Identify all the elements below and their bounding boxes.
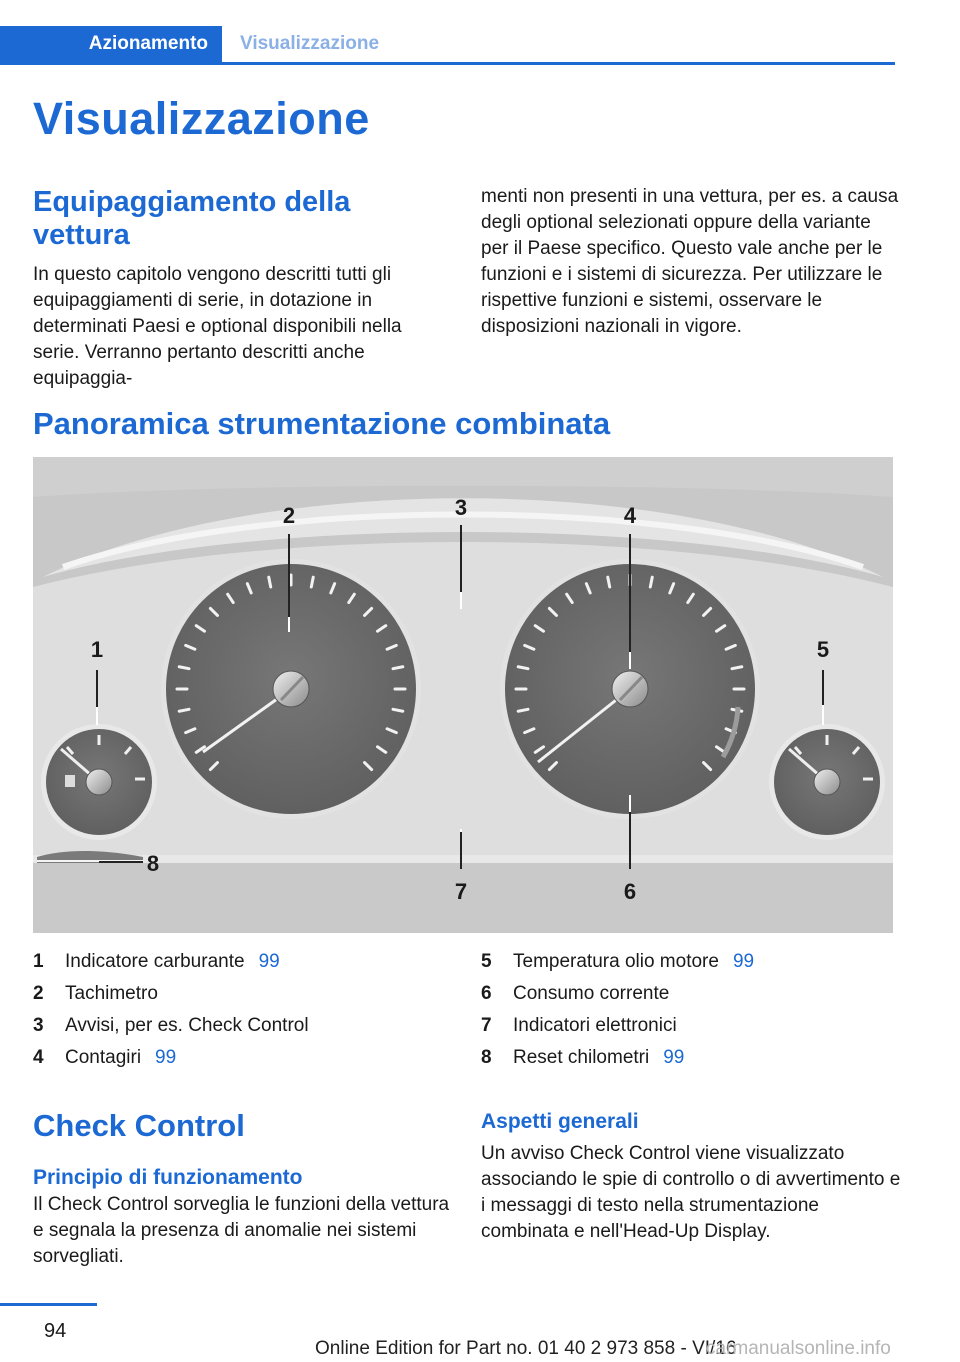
- heading-check-control: Check Control: [33, 1108, 245, 1143]
- speedometer-gauge: [161, 559, 421, 819]
- gauge-tick: [311, 577, 313, 587]
- legend-number: 7: [481, 1015, 492, 1036]
- legend-item: [33, 1010, 309, 1042]
- heading-equipaggiamento: Equipaggiamento della vettura: [33, 186, 351, 251]
- paragraph-equipaggiamento-left: In questo capitolo vengono descritti tutti gli equipaggiamenti di serie, in dotazione in determinati Paesi e optional disponibili nella serie. Verranno pertanto descritti anche equipaggia-: [33, 264, 402, 389]
- heading-panoramica: Panoramica strumentazione combinata: [33, 406, 611, 441]
- legend-number: 3: [33, 1015, 44, 1036]
- callout-5: 5: [816, 637, 830, 662]
- legend-text: Avvisi, per es. Check Control: [65, 1015, 309, 1036]
- fuel-gauge: [41, 724, 157, 840]
- gauge-tick: [518, 667, 528, 669]
- legend-item: [481, 978, 754, 1010]
- legend-text: Consumo corrente: [513, 983, 670, 1004]
- gauge-tick: [179, 709, 189, 711]
- legend-item: [33, 1042, 309, 1074]
- footer-rule: [0, 1303, 97, 1306]
- legend-number: 4: [33, 1047, 44, 1068]
- gauge-tick: [179, 667, 189, 669]
- legend-left: [33, 946, 309, 1074]
- legend-number: 6: [481, 983, 492, 1004]
- edition-note: Online Edition for Part no. 01 40 2 973 858 - VI/16: [315, 1338, 737, 1359]
- legend-text: Reset chilometri: [513, 1047, 650, 1068]
- tab-visualizzazione-label: Visualizzazione: [240, 33, 380, 54]
- legend-item: [481, 946, 754, 978]
- legend-item: [33, 946, 309, 978]
- page-reference-link[interactable]: 99: [732, 951, 755, 972]
- callout-8: 8: [146, 851, 160, 876]
- gauge-tick: [650, 577, 652, 587]
- heading-aspetti-generali: Aspetti generali: [481, 1110, 639, 1133]
- gauge-tick: [518, 709, 528, 711]
- legend-number: 2: [33, 983, 44, 1004]
- callout-2: 2: [282, 503, 296, 528]
- tab-azionamento[interactable]: [0, 26, 222, 62]
- page-reference-link[interactable]: 99: [663, 1047, 685, 1068]
- gauge-tick: [732, 667, 742, 669]
- callout-7: 7: [454, 879, 468, 904]
- legend-text: Indicatore carburante: [65, 951, 245, 972]
- paragraph-aspetti-generali: Un avviso Check Control viene visualizzato associando le spie di controllo o di avvertimento e i messaggi di testo nella strumentazione combinata e nell'Head-Up Display.: [481, 1143, 901, 1242]
- gauge-tick: [608, 577, 610, 587]
- legend-text: Indicatori elettronici: [513, 1015, 677, 1036]
- page-number: 94: [44, 1320, 67, 1342]
- oil-temperature-gauge: [769, 724, 885, 840]
- legend-text: Contagiri: [65, 1047, 142, 1068]
- gauge-tick: [269, 577, 271, 587]
- watermark: carmanualsonline.info: [706, 1338, 891, 1359]
- chapter-tabbar: [0, 26, 895, 65]
- legend-number: 5: [481, 951, 492, 972]
- heading-principio: Principio di funzionamento: [33, 1166, 303, 1189]
- legend-item: [481, 1010, 754, 1042]
- legend-number: 1: [33, 951, 44, 972]
- legend-text: Temperatura olio motore: [513, 951, 719, 972]
- callout-6: 6: [623, 879, 637, 904]
- instrument-cluster-illustration: [33, 457, 893, 933]
- gauge-tick: [393, 667, 403, 669]
- callout-4: 4: [623, 503, 637, 528]
- page-reference-link[interactable]: 99: [155, 1047, 177, 1068]
- legend-number: 8: [481, 1047, 492, 1068]
- page-title: Visualizzazione: [33, 93, 370, 144]
- paragraph-equipaggiamento-right: menti non presenti in una vettura, per es. a causa degli optional selezionati oppure della variante per il Paese specifico. Questo vale anche per le funzioni e i sistemi di sicurezza. Per utilizzare le rispettive funzioni e sistemi, osservare le disposizioni nazionali in vigore.: [481, 186, 899, 337]
- callout-3: 3: [454, 495, 468, 520]
- gauge-tick: [393, 709, 403, 711]
- paragraph-principio: Il Check Control sorveglia le funzioni della vettura e segnala la presenza di anomalie nei sistemi sorvegliati.: [33, 1194, 450, 1267]
- tab-azionamento-label: Azionamento: [88, 33, 208, 54]
- tab-visualizzazione[interactable]: [240, 26, 379, 62]
- legend-text: Tachimetro: [65, 983, 158, 1004]
- page-reference-link[interactable]: 99: [258, 951, 280, 972]
- legend-item: [481, 1042, 754, 1074]
- legend-item: [33, 978, 309, 1010]
- legend-right: [481, 946, 754, 1074]
- callout-1: 1: [90, 637, 104, 662]
